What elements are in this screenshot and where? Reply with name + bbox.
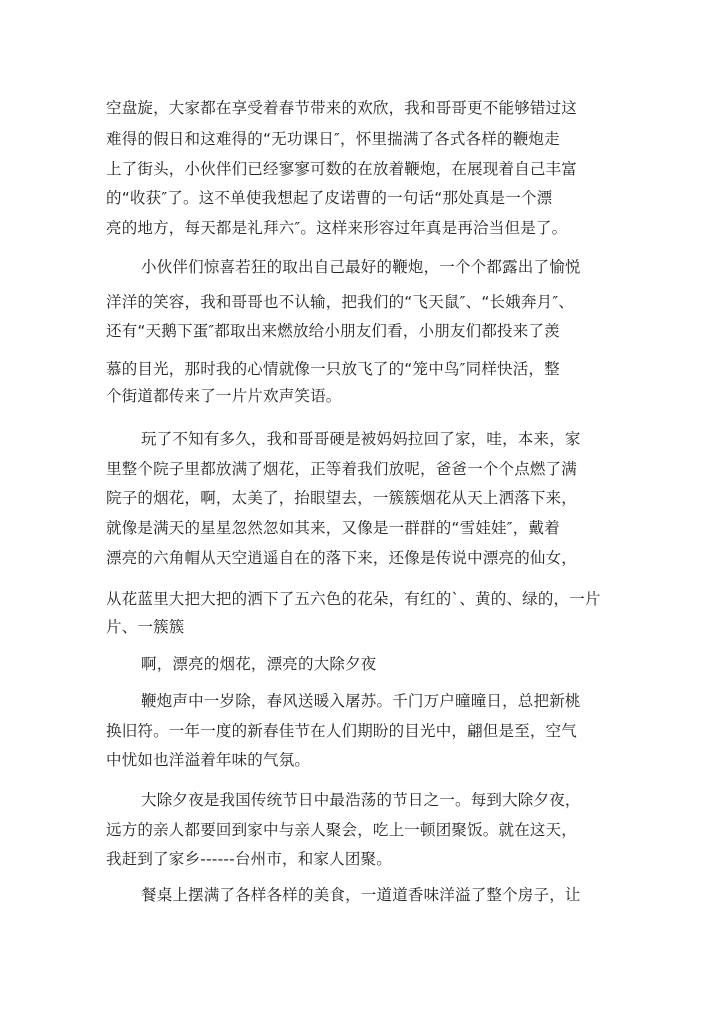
text-line: 里整个院子里都放满了烟花，正等着我们放呢，爸爸一个个点燃了满	[106, 460, 578, 478]
text-line: 片、一簇簇	[106, 618, 185, 636]
text-line: 玩了不知有多久，我和哥哥硬是被妈妈拉回了家，哇，本来，家	[141, 430, 581, 448]
text-line: 大除夕夜是我国传统节日中最浩荡的节日之一。每到大除夕夜，	[141, 791, 581, 809]
text-line: 上了街头，小伙伴们已经寥寥可数的在放着鞭炮，在展现着自己丰富	[106, 160, 578, 178]
text-line: 难得的假日和这难得的“无功课日″，怀里揣满了各式各样的鞭炮走	[106, 130, 560, 148]
text-line: 漂亮的六角帽从天空逍遥自在的落下来，还像是传说中漂亮的仙女，	[106, 549, 578, 567]
text-line: 啊，漂亮的烟花，漂亮的大除夕夜	[141, 655, 377, 673]
text-line: 院子的烟花，啊，太美了，抬眼望去，一簇簇烟花从天上洒落下来，	[106, 489, 578, 507]
text-line: 餐桌上摆满了各样各样的美食，一道道香味洋溢了整个房子，让	[141, 886, 581, 904]
text-line: 鞭炮声中一岁除，春风送暖入屠苏。千门万户曈曈日，总把新桃	[141, 692, 581, 710]
text-line: 慕的目光，那时我的心情就像一只放飞了的“笼中鸟″同样快活，整	[106, 360, 560, 378]
text-line: 中忧如也洋溢着年味的气氛。	[106, 751, 311, 769]
text-line: 洋洋的笑容，我和哥哥也不认输，把我们的“飞天鼠″、“长娥奔月″、	[106, 293, 575, 311]
text-line: 我赶到了家乡------台州市，和家人团聚。	[106, 850, 392, 868]
text-line: 个街道都传来了一片片欢声笑语。	[106, 387, 342, 405]
text-line: 亮的地方，每天都是礼拜六″。这样来形容过年真是再洽当但是了。	[106, 219, 568, 237]
text-line: 就像是满天的星星忽然忽如其来，又像是一群群的“雪娃娃″，戴着	[106, 519, 560, 537]
text-line: 从花蓝里大把大把的洒下了五六色的花朵，有红的`、黄的、绿的，一片	[106, 590, 601, 608]
text-line: 小伙伴们惊喜若狂的取出自己最好的鞭炮，一个个都露出了愉悦	[141, 258, 581, 276]
text-line: 远方的亲人都要回到家中与亲人聚会，吃上一顿团聚饭。就在这天，	[106, 821, 578, 839]
text-line: 还有“天鹅下蛋″都取出来燃放给小朋友们看，小朋友们都投来了羡	[106, 322, 560, 340]
text-line: 换旧符。一年一度的新春佳节在人们期盼的目光中，翩但是至，空气	[106, 722, 578, 740]
text-line: 的“收获″了。这不单使我想起了皮诺曹的一句话“那处真是一个漂	[106, 189, 553, 207]
text-line: 空盘旋，大家都在享受着春节带来的欢欣，我和哥哥更不能够错过这	[106, 99, 578, 117]
